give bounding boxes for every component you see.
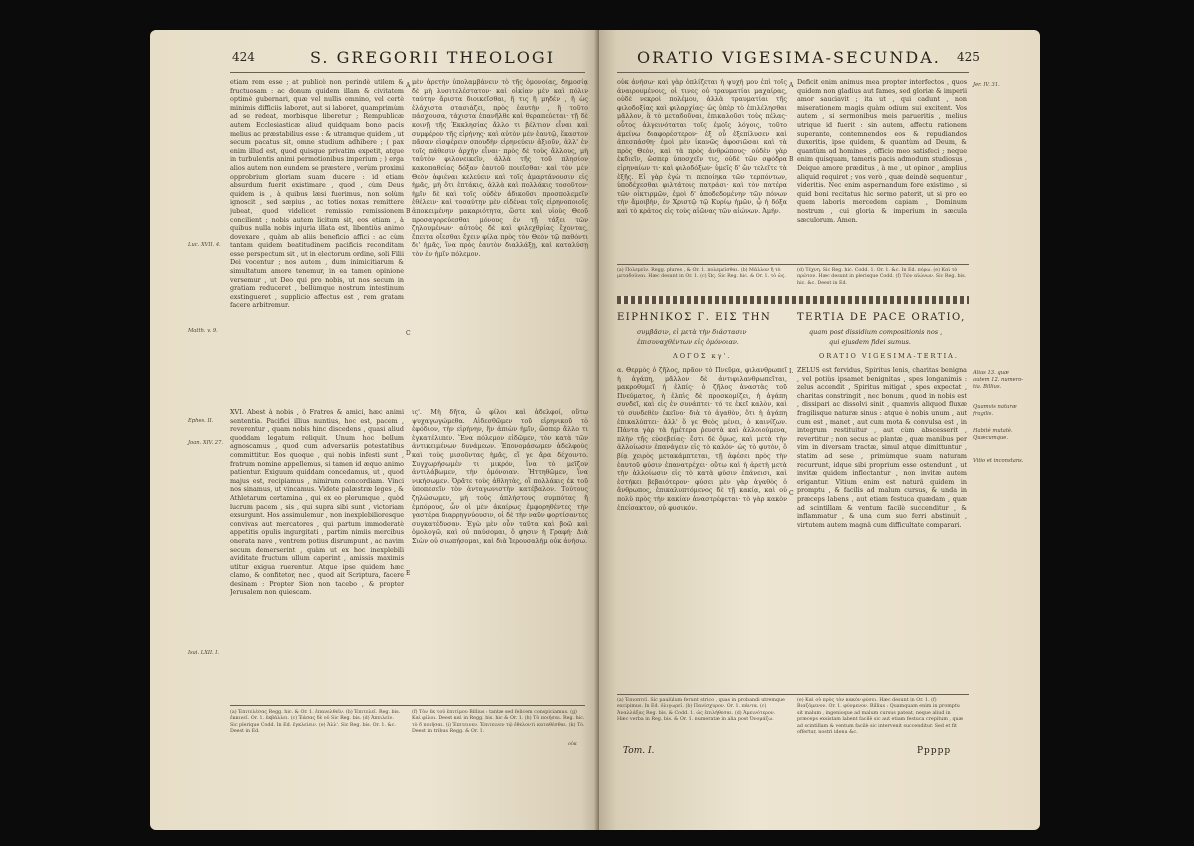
- greek-oration-title: ΕΙΡΗΝΙΚΟΣ Γ. ΕΙΣ ΤΗΝ: [617, 312, 772, 323]
- latin-subtitle-1: quam post dissidium compositionis nos ,: [809, 328, 943, 336]
- left-page-number: 424: [232, 50, 255, 64]
- right-margin-letter-c: C: [789, 490, 794, 497]
- left-footnotes-b: (f) Τὸν ἐκ τοῦ ἐπιτίμου Billius : tantæ sed felicem conspiciamus. (g) Καὶ φίλοι. Deest καὶ in Regg. bis. hic & Or. 1. (h) Τὸ ποιῆσαι. Reg. hic. τὸ δ ποιῆσαι. (i) Ἐπιτεινεν. Ἐπιτεινεν τῷ ἐθελοντὶ καταθέσθαι. (k) Τὸ. Deest in tribus Regg. & Or. 1.: [412, 710, 585, 735]
- left-head-rule: [230, 72, 585, 73]
- left-greek-column-2: [412, 408, 588, 698]
- right-page: [599, 30, 1040, 830]
- right-footnote-rule-bottom: [617, 694, 969, 695]
- ornament-band: [617, 296, 969, 304]
- section-numeral: I.: [789, 368, 794, 375]
- signature-mark: Ppppp: [917, 746, 952, 756]
- left-latin-paragraph-2: XVI. Abest à nobis , ô Fratres & amici, hæc animi sententia. Pacifici illius nuntius, hoc est, pacem , reverentur , quam nobis hinc discedens , quasi aliud quoddam legatum reliquit. Unum hoc bellum agnoscamus , quod cum adversariis potestatibus committitur. Eos quoque , qui nobis infesti sunt , fratrum nomine appellemus, si tamen id æquo animo patientur. Exiguum quiddam concedamus, ut , quod majus est, recipiamus , nimirum concordiam. Vinci nos sinamus, ut vincamus. Videte palæstræ leges , & Athletarum certamina , qui ex eo plerumque , quòd lucrum pacem , sis , qui supra sibi sunt , victoriam exsurgunt. Hos assimulemur , non inexplebilioresque convivas aut mercatores , qui partum immoderatè appetitis opulis ingurgitati , partim nimiis mercibus onerata nave , ventrem potius disrumpunt , ac navim secum demerserint , quàm ut ex hoc inexplebili aviditate fructum ullum caperint , amissis maximis utitur exigua ruerentur. Atque ipse quidem hæc clamo, & confitetor, nec , quod ait Scriptura, facere desinam : Propter Sion non tacebo , & propter Jerusalem non quiescam.: [230, 408, 404, 597]
- right-head-rule: [617, 72, 969, 73]
- greek-subtitle-1: συμβᾶσιν, εἰ μετὰ τὴν διάστασιν: [637, 328, 747, 336]
- left-footnotes-a: (a) Ἐπιτελέσας Regg. hic. & Or. 1. ἐπανελθεῖν. (b) Ἐπιτελεῖ. Reg. bis. ἐκκινεῖ. Or. 1. ἐκβάλλει. (c) Ἐάσας δὲ οὐ Sic Reg. bis. (d) Ἀπειλεῖν. Sic plerique Codd. In Ed. ἐγκλείειν. (e) Ἀλλ'. Sic Reg. bis. Or. 1. &c. Deest in Ed.: [230, 710, 401, 735]
- left-margin-note-1: Luc. XVII. 4.: [188, 242, 221, 248]
- latin-oration-title: TERTIA DE PACE ORATIO,: [797, 312, 966, 323]
- margin-letter-e: E: [406, 570, 411, 577]
- volume-label: Tom. I.: [623, 746, 655, 756]
- left-latin-column: [230, 78, 404, 403]
- left-margin-note-3: Ephes. II.: [188, 418, 214, 424]
- right-margin-note-4: Vitio et inconstans.: [973, 458, 1024, 464]
- latin-subtitle-2: qui ejusdem fidei sumus.: [829, 338, 911, 346]
- right-footnotes-top-a: (a) Πολεμεῖν. Regg. plures , & Or. 1. πολεμεῖσθαι. (b) Μᾶλλον ἢ τὸ μεταδοῦναι. Hæc desunt in Or. 1. (c) Ὡς. Sic Reg. hic. & Or. 1. τὸ ὡς.: [617, 268, 786, 280]
- left-catchword: οὐκ: [568, 742, 577, 747]
- left-greek-paragraph-2: ις'. Μὴ δῆτα, ὦ φίλοι καὶ ἀδελφοί, οὕτω ψυχαγωγώμεθα. Αἰδεσθῶμεν τοῦ εἰρηνικοῦ τὸ ἐφόδιον, τὴν εἰρήνην, ἣν ἀπιὼν ἡμῖν, ὥσπερ ἄλλο τι ἐγκατέλιπεν. Ἕνα πόλεμον εἰδῶμεν, τὸν κατὰ τῶν ἀντικειμένων δυνάμεων. Ἐπονομάσωμεν ἀδελφοὺς καὶ τοὺς μισοῦντας ἡμᾶς, εἴ γε ἄρα δέχοιντο. Συγχωρήσωμέν τι μικρόν, ἵνα τὸ μεῖζον ἀντιλάβωμεν, τὴν ὁμόνοιαν. Ἡττηθῶμεν, ἵνα νικήσωμεν. Ὁρᾶτε τοὺς ἀθλητὰς, οἳ πολλάκις ἐκ τοῦ ὑποπεσεῖν τὸν ἀνταγωνιστὴν κατέβαλον. Τούτους ζηλώσωμεν, μὴ τοὺς ἀπλήστους συμπότας ἢ ἐμπόρους, ὧν οἱ μὲν ἀκαίρως ἐμφορηθέντες τὴν γαστέρα διαρρηγνύουσιν, οἱ δὲ τὴν ναῦν φορτίσαντες συγκατέδυσαν. Ἐγὼ μὲν οὖν ταῦτα καὶ βοῶ καὶ ὁμολογῶ, καὶ οὐ παύσομαι, ὅ φησιν ἡ Γραφή· Διὰ Σιὼν οὐ σιωπήσομαι, καὶ διὰ Ἱερουσαλὴμ οὐκ ἀνήσω.: [412, 408, 588, 545]
- right-footnote-rule-top: [617, 264, 969, 265]
- right-latin-body-paragraph: ZELUS est fervidus, Spiritus lenis, charitas benigna , vel potiùs ipsamet benignitas , spes longanimis : zelus accendit , Spiritus mitigat , spes expectat , charitas constringit , nec bonum , quod in nobis est , dissipari ac dissolvi sinit , quamvis aliquod fluxæ fragilisque naturæ sinus : atque è nobis unum , aut cum est , manet , aut cum mota & convulsa est , in integrum restituitur , aut cùm abscesserit , revertitur ; non secus ac plantæ , quæ manibus per vim in diversam tractæ, simul atque dimittuntur , statim ad sese , primùmque suam naturam recurrunt, idque sibi proprium esse ostendunt , ut invitæ quidem inflectantur , non invitæ autem erigantur. Vitium enim est naturâ quidem in promptu , & facilis ad malum cursus, & unda in præceps labens , aut etiam festuca quædam , quæ ad scintillam & ventum facilè succenditur , & inflammatur , & una cum suo ferri abstinuit , virtutem autem magnâ cum difficultate comparari.: [797, 366, 967, 529]
- right-latin-top-paragraph: Deficit enim animus mea propter interfectos , quos quidem non gladius aut fames, sed gloriæ & imperii amor sauciavit ; ita ut , qui cadunt , non miserationem magis quàm odium sui excitent. Vos autem , si sermonibus meis parueritis , melius utrique id fuerit : sin autem, affectu rationem superante, contemnendos eos & repudiandos duxeritis, ipse quidem, & quantùm ad Deum, & quantùm ad homines , officio meo satisfeci ; neque enim quisquam, tameris pacis admodum studiosus , Deique amore præditus , à me , ut opinor , amplius aliquid requiret ; vos verò , quæ deindè sequentur , videritis. Nec enim aspernandum fore existimo , si quid boni recitatus hic sermo paterit, ut si pro eo quem laboris mercedem capiam , Dominum nostrum , cui gloria & imperium in sæcula sæculorum. Amen.: [797, 78, 967, 224]
- left-greek-paragraph: μὲν ἀρετὴν ὑπολαμβάνειν τὸ τῆς ὁμονοίας, δημοσίᾳ δὲ μὴ λυσιτελέστατον· καὶ οἰκίαν μὲν καὶ πόλιν ταύτην ἄριστα διοικεῖσθαι, ἣ τις ἢ μηδέν , ἢ ὡς ἐλάχιστα στασιάζει, πρὸς ἑαυτὴν , ἢ τοῦτο πάσχουσα, τάχιστα ἐπανῆλθε καὶ θεραπεύεται· τῇ δὲ κοινῇ τῆς Ἐκκλησίας ἄλλο τι βέλτιον εἶναι καὶ συμφέρον τῆς εἰρήνης· καὶ αὐτὸν μὲν ἑαυτῷ, ἕκαστον πᾶσαν εἰσφέρειν σπουδὴν εἰρηνεύειν ἀξιοῦν, ἀλλ' ἐν τοῖς πάθεσιν ἀρχὴν εἶναι· πρὸς δὲ τοὺς ἄλλους, μὴ ταὐτὸν φιλονεικεῖν, ἀλλὰ τῆς τοῦ πλησίον κακοπαθείας δόξαν ἑαυτοῦ ποιεῖσθαι· καὶ τὸν μὲν Θεὸν ἀφιέναι κελεύειν καὶ τοῖς ἁμαρτάνουσιν εἰς ἡμᾶς, μὴ ὅτι ἑπτάκις, ἀλλὰ καὶ πολλάκις τοσοῦτον· ἡμῖν δὲ καὶ τοῖς οὐδὲν ἀδικοῦσι προσπολεμεῖν ἐθέλειν· καὶ τοσαύτην μὲν εἰδέναι τοῖς εἰρηνοποιοῖς ἀποκειμένην μακαριότητα, ὥστε καὶ υἱοὺς Θεοῦ προσαγορεύεσθαι μόνους ἐν τῇ τάξει τῶν ζηλουμένων· αὐτοὺς δὲ καὶ φιλεχθρίας ἔχοντας, ἔπειτα οἴεσθαι ἔχειν φίλα πρὸς τὸν Θεὸν τῷ παθόντι δι' ἡμᾶς, ἵνα πρὸς ἑαυτὸν διαλλάξῃ, καὶ καταλύσῃ τὸν ἐν ἡμῖν πόλεμον.: [412, 78, 588, 258]
- left-margin-note-2: Matth. v. 9.: [188, 328, 218, 334]
- left-page: [150, 30, 599, 830]
- left-margin-note-4: Joan. XIV. 27.: [188, 440, 224, 446]
- left-footnote-rule: [230, 705, 585, 706]
- right-greek-top-paragraph: οὐκ ἀνήσω· καὶ γὰρ ὁπλίζεται ἡ ψυχή μου ἐπὶ τοῖς ἀναιρουμένοις, οἱ τινες οὐ τραυματίαι μαχαίρας, οὐδὲ νεκροὶ πολέμου, ἀλλὰ τραυματίαι τῆς φιλοδοξίας καὶ φιλαρχίας· ὡς ὑπὲρ τὸ ἐπιλέλησθαι μᾶλλον, ἃ τὸ μεταδοῦναι, ἐπικαλοῦσι τοὺς πέλας· οὗτος ἀλγεινόταται τοῖς ἐμοῖς λόγοις, τοῦτο ἀμείνω διαφορέστερον· ἐξ οὗ ἐξεπίλυσεν καὶ ἀπεσπάσθη· ἐμοὶ μὲν ἱκανῶς ἀφοσιῶσαι καὶ τὰ πρὸς Θεὸν, καὶ τὰ πρὸς ἀνθρώπους· οὐδὲν γὰρ ἐκδιεῖν, ὥσπερ ὑποσχεῖν τις, οὐδὲ τῶν σφόδρα εἰρηναίων τι· καὶ φιλοδόξων· ὑμεῖς δ' ὤν τελεῖτε τὰ ἐξῆς. Εἰ γὰρ ἐγὼ τι πεποίηκα τῶν τερπόντων, ὑποδέχεσθαι φιλτάτοις πατράσι· καὶ τὸν πατέρα τῶν οἰκτιρμῶν, ἐμοὶ δ' ἀποδεδομένην τῶν πόνων τὴν ἄμοιβὴν, ἐν Χριστῷ τῷ Κυρίῳ ἡμῶν, ᾧ ἡ δόξα καὶ τὸ κράτος εἰς τοὺς αἰῶνας τῶν αἰώνων. Ἀμήν.: [617, 78, 787, 215]
- right-footnotes-bottom-a: (a) Ἐπιοπτεῖ. Sic paulùlum ferunt strico , quas in probandi utremque excipimus. In Ed. ὀλιγωρεῖ. (b) Πανίσχυρον. Or. 1. πάντα. (c) Ἀναλλάξας Reg. bis. & Codd. 1. ὡς ἐπιλήθεσαι. (d) Ἀμεινότερον. Hæc verba in Reg. bis. & Or. 1. numeratæ in alia post Ὀνομάζω.: [617, 698, 785, 723]
- margin-letter-a: A: [406, 82, 411, 89]
- margin-letter-c: C: [406, 330, 411, 337]
- margin-letter-b: B: [406, 208, 411, 215]
- left-latin-column-2: [230, 408, 404, 698]
- right-greek-body-paragraph: α. Θερμὸς ὁ ζῆλος, πρᾶον τὸ Πνεῦμα, φιλανθρωπεῖ ἡ ἀγάπη, μᾶλλον δὲ ἀντιφιλανθρωπεῖται, μακροθυμεῖ ἡ ἐλπίς· ὁ ζῆλος ἀναστὰς τοῦ Πνεύματος, ἡ ἐλπὶς δὲ προσκομίζει, ἡ ἀγάπη συνδεῖ, καὶ εἰς ἐν συνάπτει· τό τε ἐκεῖ καλὸν, καὶ τὸ συνδεθὲν ἐκεῖνο· διὰ τὸ ἀγαθὸν, ὅτι ἡ ἀγάπη ἐπικαλύπτει· ἀλλ' ὅ γε Θεὸς μένει, ὁ καινίζων. Πάντα γὰρ τὰ ἡμέτερα ῥευστὰ καὶ ἀλλοιούμενα, πλὴν τῆς εὐσεβείας· ἔστι δὲ ὅμως, καὶ μετὰ τὴν ἀλλοίωσιν ἐπανάγειν εἰς τὸ καλόν· ὡς τὸ φυτὸν, ὃ βίᾳ χειρὸς μετακάμπτεται, τῇ ἀφέσει πρὸς τὴν ἑαυτοῦ φύσιν ἐπανατρέχει· οὕτω καὶ ἡ ἀρετὴ μετὰ τὴν ἀλλοίωσιν εἰς τὸ κατὰ φύσιν ἐπάνεισι, καὶ ἐστήκει βεβαιότερον· φύσει μὲν γὰρ ἀγαθὸς ὁ ἄνθρωπος, ἐπικαλυπτόμενος δὲ τῇ κακίᾳ, καὶ οὐ πολὺ πρὸς τὴν κακίαν ἀναστρέφεται· τὸ γὰρ κακὸν ἐπείσακτον, οὐ φυσικόν.: [617, 366, 787, 512]
- right-footnotes-top-b: (d) Τέχνη. Sic Reg. hic. Codd. 1. Or. 1. &c. In Ed. πόρω. (e) Καὶ τὸ πρῶτον. Hæc desunt in plerisque Codd. (f) Τῶν αἰώνων. Sic Reg. bis. hic. &c. Deest in Ed.: [797, 268, 967, 286]
- right-greek-body: [617, 366, 787, 688]
- right-margin-note-3: Habitè mutatè. Quæcumque.: [973, 428, 1013, 441]
- right-margin-note-2: Quamvis naturæ fragilis.: [973, 404, 1017, 417]
- right-margin-note-top: Jer. IV. 31.: [973, 82, 1000, 88]
- left-latin-paragraph: etiam rem esse ; at publicè non perindè utilem & fructuosam : ac donum quidem illam & civitatem optimè gubernari, quæ vel nullis omnino, vel certè minimis difficiis laboret, aut si laboret, quamprimùm ad se redeat, morbisque liberetur ; Rempublicæ autem Ecclesiasticæ aliud quidquam bono pacis melius ac præstabilius esse : & utramque quidem , ut secum pacatus sit, omne studium adhibere ; ( pax enim illud est, quod quisque privatim expetit, atque in turbulentis animi permotionibus imperium ; ) erga alios autem non eundem se præstere , verùm proximi opprobrium gloriam suam ducere : id etiam absurdum fuerit existimare , quod , cùm Deus quidem is , à quibus læsi fuerimus, non solùm ignoscit , sed sæpius , ac toties noxas remittere jubeat, quod videlicet remissio remissionem concilient ; nobis autem licitum sit, eos etiam , à quibus nulla nobis injuria illata est, libentiùs animo dovexare , quàm ab aliis beneficio affici : ac cùm tantam quidem beatitudinem pacificis reconditam esse perspectum sit , ut in electorum ordine, soli Filii Dei vocentur ; nos autem , dum inimicitiarum & simultatum amore tenemur, in ea tamen opinione versemur , ut Deo qui pro nobis, ut nos secum in gratiam reduceret , bellùmque nostrum intestinum exstingueret , supplicio affectus est , rem gratam facere arbitremur.: [230, 78, 404, 310]
- left-running-head: S. GREGORII THEOLOGI: [310, 48, 556, 67]
- right-margin-note-1: Alias 13. quæ autem 12. numero-tia. Billius.: [973, 370, 1024, 390]
- right-latin-body: [797, 366, 967, 688]
- right-margin-letter-b: B: [789, 156, 794, 163]
- oratio-label: ORATIO VIGESIMA-TERTIA.: [819, 352, 959, 360]
- left-margin-note-5: Isai. LXII. I.: [188, 650, 219, 656]
- right-margin-letter-a: A: [789, 82, 794, 89]
- right-page-number: 425: [957, 50, 980, 64]
- margin-letter-d: D: [406, 450, 411, 457]
- right-footnotes-bottom-b: (e) Καὶ οὐ πρὸς τὸν κακὸν φύσει. Hæc desunt in Or. 1. (f) Βιαζόμενον. Or. 1. φύομενον. Billius : Quamquam enim in promptu sit malum , ingenioque ad malum cursus pateat, neque aliud in præceps exsistam labent facilè sic aut etiam festuca crepitum , quæ ad scintillam & ventum facilè sic intervenit succenditur. Sed et fit offertur, nostri idenu &c.: [797, 698, 964, 736]
- right-running-head: ORATIO VIGESIMA-SECUNDA.: [637, 48, 941, 67]
- greek-subtitle-2: ἐπισυναχθέντων εἰς ὁμόνοιαν.: [637, 338, 739, 346]
- logos-label: ΛΟΓΟΣ κγ'.: [673, 352, 732, 360]
- right-latin-top: [797, 78, 967, 258]
- left-greek-column: [412, 78, 588, 403]
- right-greek-top: [617, 78, 787, 258]
